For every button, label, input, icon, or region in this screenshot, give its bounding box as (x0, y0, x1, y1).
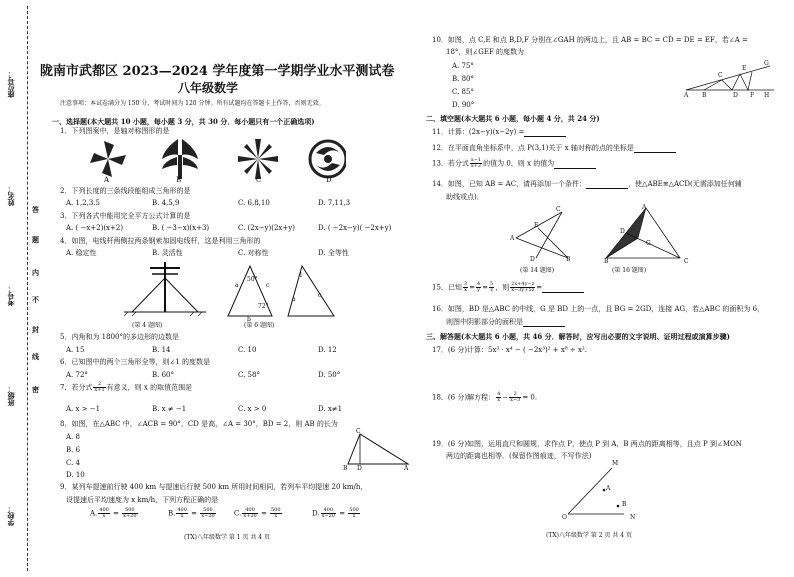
fig6-label-c: c (266, 282, 270, 289)
q6-opt-d: D. 50° (318, 371, 341, 379)
seal-char: 内 (32, 268, 39, 277)
fig14-label-b: B (566, 256, 571, 263)
exam-no-label: 考号： (6, 285, 15, 306)
question-16-line1: 16．如图，BD 是△ABC 的中线，G 是 BD 上的一点，且 BG = 2GD，连接 AG，若△ABC 的面积为 6， (432, 305, 765, 313)
question-5: 5．内角和为 1800°的多边形的边数是 (60, 333, 179, 341)
fig16-label-d: D (620, 228, 625, 235)
q10-opt-c: C. 85° (452, 88, 474, 96)
fig10-label-b: B (702, 92, 707, 99)
q9-opt-d: D. $\frac{400}{x-20}$ = $\frac{500}{x}$ (312, 507, 359, 519)
q7-fraction: $\frac{2}{x+1}$ (94, 381, 105, 393)
binding-dashed-line (27, 6, 28, 571)
q14-answer-blank[interactable] (586, 181, 628, 189)
question-15: 15．已知 $\frac{3}{x}$ = $\frac{4}{y}$ = $\frac{5}{z}$ ，则 $\frac{2x+4y-z}{x-3y+5z}$ = (432, 282, 584, 293)
q5-opt-b: B. 14 (152, 346, 171, 354)
question-10-line1: 10．如图，点 C,E 和点 B,D,F 分别在∠GAH 的两边上，且 AB = BC = CD = DE = EF，若∠A = (432, 36, 748, 44)
fig14-label-d: D (530, 256, 535, 263)
fig10-label-h: H (764, 92, 770, 99)
page-2-footer: (TX)八年级数学 第 2 页 共 4 页 (546, 532, 633, 539)
fig4-electric-pole (120, 260, 210, 320)
q2-opt-d: D. 7,11,3 (318, 199, 351, 207)
subject-title: 八年级数学 (178, 81, 239, 95)
question-12: 12．在平面直角坐标系中，点 P(3,1)关于 x 轴对称的点的坐标是 (432, 144, 676, 153)
fig10-label-c: C (718, 72, 723, 79)
question-4: 4．如图，电线杆两侧拉两条钢索加固电线杆，这是利用三角形的 (60, 237, 261, 245)
q9-opt-b: B. $\frac{400}{x}$ = $\frac{500}{x-20}$ (168, 507, 215, 519)
q7-opt-b: B. x ≠ −1 (152, 405, 187, 413)
q7-opt-d: D. x≠1 (318, 405, 343, 413)
fig6-triangles (222, 262, 342, 322)
seal-char: 题 (32, 235, 39, 244)
q1-pattern-figures (86, 137, 346, 189)
q9-opt-a: A. $\frac{400}{x}$ = $\frac{500}{x+20}$ (90, 507, 137, 519)
question-10-line2: 18°，则∠GEF 的度数为 (446, 48, 525, 56)
question-19-line2: 两边的距离也相等．(保留作图痕迹，不写作法) (446, 452, 592, 460)
fig10-label-e: E (742, 65, 747, 72)
exam-note: 注意事项：本试卷满分为 150 分，考试时间为 120 分钟。所有试题均在答题卡上作答，否则无效。 (60, 100, 325, 107)
fig19-label-o: O (562, 514, 567, 521)
question-8: 8．如图，在△ABC 中，∠ACB = 90°，CD 是高，∠A = 30°，BD = 2，则 AB 的长为 (60, 420, 338, 428)
fig10-label-d: D (733, 92, 738, 99)
q16-answer-blank[interactable] (523, 319, 565, 327)
fig10-label-g: G (764, 60, 769, 67)
q6-opt-b: B. 60° (152, 371, 175, 379)
q2-opt-b: B. 4,5,9 (152, 199, 180, 207)
question-14-line1: 14．如图，已知 AB = AC，请再添加一个条件： ，使△ABE≌△ACD(无需添加任何辅 (432, 180, 742, 188)
fig16-label-a: A (642, 204, 647, 211)
class-label: 班级： (6, 385, 15, 406)
fig6-label-a2: a (292, 296, 296, 303)
q3-opt-d: D. ( −2x−y)( −2x+y) (318, 224, 392, 232)
fig16-label-c: C (684, 258, 689, 265)
fig8-label-d: D (357, 465, 362, 472)
question-7: 7．若分式 $\frac{2}{x+1}$ 有意义，则 x 的取值范围是 (60, 381, 193, 393)
question-16-line2: 则图中阴影部分的面积是 (446, 318, 565, 327)
fig16-caption: (第 16 题图) (612, 267, 647, 274)
fig6-label-c2: c (318, 292, 322, 299)
seal-char: 密 (32, 385, 39, 394)
fig14-label-c: C (556, 206, 561, 213)
fig4-caption: (第 4 题图) (132, 322, 163, 329)
q3-opt-a: A. ( −x+2)(x+2) (66, 224, 124, 232)
question-6: 6．已知图中的两个三角形全等，则∠1 的度数是 (60, 358, 210, 366)
q5-opt-c: C. 10 (238, 346, 257, 354)
fig19-label-b: B (622, 501, 627, 508)
fig10-label-f: F (750, 92, 755, 99)
q2-opt-c: C. 6,8,10 (238, 199, 270, 207)
pattern-b-leaf-icon (162, 139, 198, 179)
q3-opt-b: B. ( −3−x)(x+3) (152, 224, 210, 232)
fig16-label-b: B (604, 258, 609, 265)
fig14-label-a: A (510, 235, 515, 242)
section-1-heading: 一、选择题(本大题共 10 小题，每小题 3 分，共 30 分．每小题只有一个正确选项) (52, 117, 315, 126)
seat-label: 座位号： (6, 70, 15, 98)
q10-opt-d: D. 90° (452, 101, 475, 109)
fig14-label-e: E (534, 222, 539, 229)
q11-answer-blank[interactable] (524, 129, 566, 137)
q3-opt-c: C. (2x−y)(2x+y) (238, 224, 295, 232)
q10-opt-a: A. 75° (452, 62, 474, 70)
question-11: 11．计算：(2x−y)(x−2y) = (432, 128, 566, 137)
q2-opt-a: A. 1,2,3.5 (66, 199, 100, 207)
fig16-label-g: G (646, 240, 651, 247)
school-label: 学校： (6, 505, 15, 526)
name-label: 姓名： (6, 185, 15, 206)
fig19-angle-mon (560, 462, 630, 520)
q10-opt-b: B. 80° (452, 75, 475, 83)
q6-opt-a: A. 72° (66, 371, 88, 379)
section-3-heading: 三、解答题(本大题共 6 小题，共 46 分．解答时，应写出必要的文字说明、证明过程或演算步骤) (426, 332, 730, 341)
fig19-label-n: N (630, 514, 636, 521)
q8-opt-c: C. 4 (66, 459, 81, 467)
fig19-label-a: A (606, 485, 611, 492)
fig6-angle-1: 1 (299, 272, 303, 279)
pattern-a-pinwheel-icon (90, 141, 126, 177)
q4-opt-b: B. 灵活性 (152, 249, 183, 257)
binding-strip (0, 0, 39, 577)
q15-answer-blank[interactable] (542, 285, 584, 293)
page-1-footer: (TX)八年级数学 第 1 页 共 4 页 (184, 534, 271, 541)
seal-char: 不 (32, 295, 39, 304)
q7-opt-c: C. x > 0 (238, 405, 267, 413)
q4-opt-c: C. 对称性 (238, 249, 269, 257)
exam-title: 陇南市武都区 2023—2024 学年度第一学期学业水平测试卷 (40, 64, 395, 79)
question-17: 17．(6 分)计算：5x³ · x⁴ − ( −2x³)² + x⁸ ÷ x². (432, 346, 587, 354)
q1-opt-a: A (104, 176, 110, 184)
fig6-angle-72: 72° (258, 303, 269, 310)
pattern-d-swirl-icon (310, 141, 346, 177)
fig8-label-c: C (356, 428, 361, 435)
question-9-line2: 设提速后平均速度为 x km/h，下列方程正确的是 (66, 496, 219, 504)
question-19-line1: 19．(6 分)如图，运用直尺和圆规，求作点 P，使点 P 到 A，B 两点的距离相等，且点 P 到∠MON (432, 440, 742, 448)
seal-char: 答 (32, 205, 39, 214)
fig14-caption: (第 14 题图) (520, 267, 555, 274)
question-1: 1．下列图案中，是轴对称图形的是 (60, 127, 170, 135)
q8-opt-a: A. 8 (66, 433, 80, 441)
fig6-label-a: a (235, 282, 239, 289)
fig8-label-b: B (343, 465, 348, 472)
q1-opt-c: C (256, 176, 262, 184)
question-13: 13．若分式 $\frac{x-1}{x+2}$ 的值为 0，则 x 的值为 (432, 158, 596, 169)
fig6-caption: (第 6 题图) (244, 322, 275, 329)
question-3: 3．下列各式中能用完全平方公式计算的是 (60, 212, 191, 220)
seal-char: 线 (32, 352, 39, 361)
q1-opt-b: B (176, 176, 182, 184)
q12-answer-blank[interactable] (634, 145, 676, 153)
fig8-right-triangle (340, 430, 415, 470)
q4-opt-d: D. 全等性 (318, 249, 349, 257)
fig16-shaded-triangle (600, 204, 690, 264)
fig10-label-a: A (684, 92, 689, 99)
seal-char: 封 (32, 325, 39, 334)
q7-opt-a: A. x > −1 (66, 405, 101, 413)
q4-opt-a: A. 稳定性 (66, 249, 97, 257)
question-9-line1: 9．某列车提速前行驶 400 km 与提速后行驶 500 km 所用时间相同，若列车平均提速 20 km/h， (60, 483, 368, 491)
question-14-line2: 助线或点)． (446, 193, 484, 201)
question-2: 2．下列长度的三条线段能组成三角形的是 (60, 187, 191, 195)
fig6-angle-50: 50° (247, 276, 258, 283)
q8-opt-b: B. 6 (66, 446, 81, 454)
q9-opt-c: C. $\frac{400}{x+20}$ = $\frac{500}{x}$ (234, 507, 281, 519)
pattern-c-flower-icon (238, 139, 278, 179)
q13-answer-blank[interactable] (554, 161, 596, 169)
section-2-heading: 二、填空题(本大题共 6 小题，每小题 4 分，共 24 分) (426, 114, 600, 123)
q8-opt-d: D. 10 (66, 471, 85, 479)
q6-opt-c: C. 58° (238, 371, 260, 379)
question-18: 18．(6 分)解方程： $\frac{4}{x}$ − $\frac{2}{x-3}$ = 0. (432, 391, 538, 403)
fig6-label-b: b (247, 316, 251, 323)
fig8-label-a: A (404, 465, 409, 472)
q5-opt-d: D. 12 (318, 346, 337, 354)
q5-opt-a: A. 15 (66, 346, 85, 354)
fig19-label-m: M (612, 460, 619, 467)
q1-opt-d: D (326, 176, 332, 184)
